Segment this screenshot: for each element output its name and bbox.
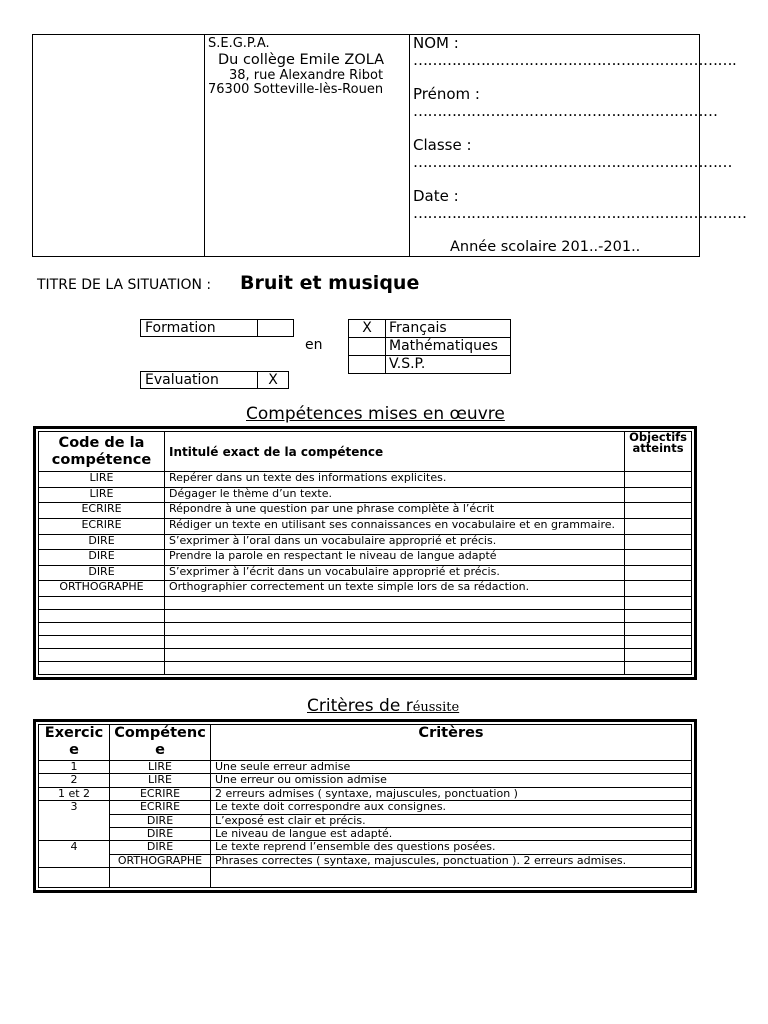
subject-row	[349, 320, 511, 338]
empty-cell[interactable]	[165, 636, 625, 649]
competences-heading: Compétences mises en œuvre	[246, 404, 505, 424]
classe-label: Classe :	[413, 136, 472, 154]
nom-label: NOM :	[413, 34, 459, 52]
table-row	[39, 814, 692, 827]
competence-code: LIRE	[39, 487, 165, 503]
competence-code: ECRIRE	[39, 518, 165, 534]
table-row	[39, 787, 692, 800]
objective-cell[interactable]	[625, 550, 692, 566]
competence-text: Dégager le thème d’un texte.	[165, 487, 625, 503]
empty-cell[interactable]	[625, 662, 692, 675]
col-header-competence: Compétence	[110, 725, 211, 761]
empty-row	[39, 649, 692, 662]
situation-title: Bruit et musique	[240, 272, 420, 294]
competence-text: Rédiger un texte en utilisant ses connaissances en vocabulaire et en grammaire.	[165, 518, 625, 534]
exercise-number: 4	[39, 841, 110, 868]
evaluation-label: Evaluation	[141, 372, 258, 389]
table-row	[39, 841, 692, 854]
competence-code: ECRIRE	[110, 787, 211, 800]
empty-cell[interactable]	[625, 636, 692, 649]
competence-code: DIRE	[39, 565, 165, 581]
competence-text: S’exprimer à l’oral dans un vocabulaire approprié et précis.	[165, 534, 625, 550]
subject-checkbox[interactable]: X	[349, 320, 386, 338]
empty-cell[interactable]	[165, 597, 625, 610]
table-row	[39, 487, 692, 503]
competence-code: ECRIRE	[39, 503, 165, 519]
empty-cell[interactable]	[625, 610, 692, 623]
empty-cell[interactable]	[39, 623, 165, 636]
objective-cell[interactable]	[625, 581, 692, 597]
table-row	[39, 550, 692, 566]
criteres-table-frame	[33, 719, 697, 893]
school-info	[204, 35, 410, 256]
competence-text: Prendre la parole en respectant le niveau de langue adapté	[165, 550, 625, 566]
date-field[interactable]: ……………………………………………………………	[413, 204, 747, 222]
table-row	[39, 503, 692, 519]
empty-cell[interactable]	[211, 868, 692, 888]
criterion-text: Une seule erreur admise	[211, 761, 692, 774]
empty-cell[interactable]	[39, 636, 165, 649]
competence-code: LIRE	[110, 774, 211, 787]
competences-table	[38, 431, 692, 675]
empty-row	[39, 597, 692, 610]
table-row	[39, 761, 692, 774]
table-row	[39, 801, 692, 814]
table-row	[39, 774, 692, 787]
exercise-number: 1 et 2	[39, 787, 110, 800]
criterion-text: L’exposé est clair et précis.	[211, 814, 692, 827]
school-line-4: 76300 Sotteville-lès-Rouen	[208, 82, 384, 97]
objective-cell[interactable]	[625, 487, 692, 503]
empty-cell[interactable]	[625, 623, 692, 636]
empty-cell[interactable]	[39, 649, 165, 662]
prenom-field[interactable]: ………………………………………………………	[413, 102, 718, 120]
objective-cell[interactable]	[625, 503, 692, 519]
empty-cell[interactable]	[39, 610, 165, 623]
competence-code: DIRE	[39, 534, 165, 550]
subject-checkbox[interactable]	[349, 356, 386, 374]
competence-text: Orthographier correctement un texte simple lors de sa rédaction.	[165, 581, 625, 597]
empty-row	[39, 868, 692, 888]
date-label: Date :	[413, 187, 459, 205]
criterion-text: Une erreur ou omission admise	[211, 774, 692, 787]
empty-cell[interactable]	[39, 868, 110, 888]
competence-code: ORTHOGRAPHE	[39, 581, 165, 597]
header-box	[32, 34, 747, 257]
col-header-objectifs: Objectifs atteints	[625, 432, 692, 472]
objective-cell[interactable]	[625, 534, 692, 550]
competence-code: DIRE	[110, 841, 211, 854]
subject-row	[349, 356, 511, 374]
empty-row	[39, 610, 692, 623]
table-row	[39, 827, 692, 840]
school-line-2: Du collège Emile ZOLA	[218, 52, 385, 68]
school-year: Année scolaire 201..-201..	[450, 239, 641, 255]
empty-cell[interactable]	[625, 597, 692, 610]
competence-code: LIRE	[110, 761, 211, 774]
objective-cell[interactable]	[625, 472, 692, 488]
objective-cell[interactable]	[625, 565, 692, 581]
competence-text: S’exprimer à l’écrit dans un vocabulaire approprié et précis.	[165, 565, 625, 581]
criterion-text: 2 erreurs admises ( syntaxe, majuscules, ponctuation )	[211, 787, 692, 800]
formation-checkbox[interactable]	[258, 320, 294, 337]
empty-row	[39, 623, 692, 636]
prenom-label: Prénom :	[413, 85, 480, 103]
criteres-heading	[307, 696, 459, 716]
empty-cell[interactable]	[39, 597, 165, 610]
competence-code: DIRE	[39, 550, 165, 566]
empty-cell[interactable]	[110, 868, 211, 888]
student-info	[410, 34, 747, 256]
col-header-criteres: Critères	[211, 725, 692, 761]
competence-code: ORTHOGRAPHE	[110, 854, 211, 867]
table-row	[39, 565, 692, 581]
empty-cell[interactable]	[165, 649, 625, 662]
table-row	[39, 581, 692, 597]
competence-code: DIRE	[110, 814, 211, 827]
empty-cell[interactable]	[39, 662, 165, 675]
criteres-table	[38, 724, 692, 888]
logo-cell	[33, 35, 205, 256]
competence-text: Repérer dans un texte des informations explicites.	[165, 472, 625, 488]
situation-title-label: TITRE DE LA SITUATION :	[37, 277, 212, 293]
school-line-3: 38, rue Alexandre Ribot	[229, 68, 384, 83]
formation-label: Formation	[141, 320, 258, 337]
exercise-number: 2	[39, 774, 110, 787]
competences-table-frame	[33, 426, 697, 680]
criterion-text: Phrases correctes ( syntaxe, majuscules, ponctuation ). 2 erreurs admises.	[211, 854, 692, 867]
competence-code: ECRIRE	[110, 801, 211, 814]
table-row	[39, 472, 692, 488]
subject-label: V.S.P.	[386, 356, 511, 374]
competence-code: DIRE	[110, 827, 211, 840]
table-header-row	[39, 725, 692, 761]
nom-field[interactable]: ………………………………………………………….	[413, 51, 737, 69]
school-line-1: S.E.G.P.A.	[208, 36, 270, 51]
col-header-code: Code de la compétence	[39, 432, 165, 472]
col-header-exercice: Exercice	[39, 725, 110, 761]
subject-row	[349, 338, 511, 356]
table-row	[39, 534, 692, 550]
subject-checkbox[interactable]	[349, 338, 386, 356]
table-row	[39, 854, 692, 867]
evaluation-box	[140, 371, 289, 389]
empty-row	[39, 636, 692, 649]
criteres-heading-tail: éussite	[412, 700, 460, 715]
subject-label: Français	[386, 320, 511, 338]
criterion-text: Le niveau de langue est adapté.	[211, 827, 692, 840]
formation-box	[140, 319, 294, 337]
table-header-row	[39, 432, 692, 472]
criteres-heading-main: Critères de r	[307, 696, 413, 716]
competence-code: LIRE	[39, 472, 165, 488]
empty-cell[interactable]	[625, 649, 692, 662]
col-header-intitule: Intitulé exact de la compétence	[165, 432, 625, 472]
empty-cell[interactable]	[165, 610, 625, 623]
criterion-text: Le texte doit correspondre aux consignes.	[211, 801, 692, 814]
classe-field[interactable]: …………………………………………………………	[413, 153, 732, 171]
subject-label: Mathématiques	[386, 338, 511, 356]
competence-text: Répondre à une question par une phrase complète à l’écrit	[165, 503, 625, 519]
empty-cell[interactable]	[165, 623, 625, 636]
empty-row	[39, 662, 692, 675]
exercise-number: 3	[39, 801, 110, 841]
criterion-text: Le texte reprend l’ensemble des questions posées.	[211, 841, 692, 854]
table-row	[39, 518, 692, 534]
en-label: en	[305, 337, 323, 353]
empty-cell[interactable]	[165, 662, 625, 675]
subject-table	[348, 319, 511, 374]
objective-cell[interactable]	[625, 518, 692, 534]
evaluation-checkbox[interactable]: X	[258, 372, 289, 389]
exercise-number: 1	[39, 761, 110, 774]
